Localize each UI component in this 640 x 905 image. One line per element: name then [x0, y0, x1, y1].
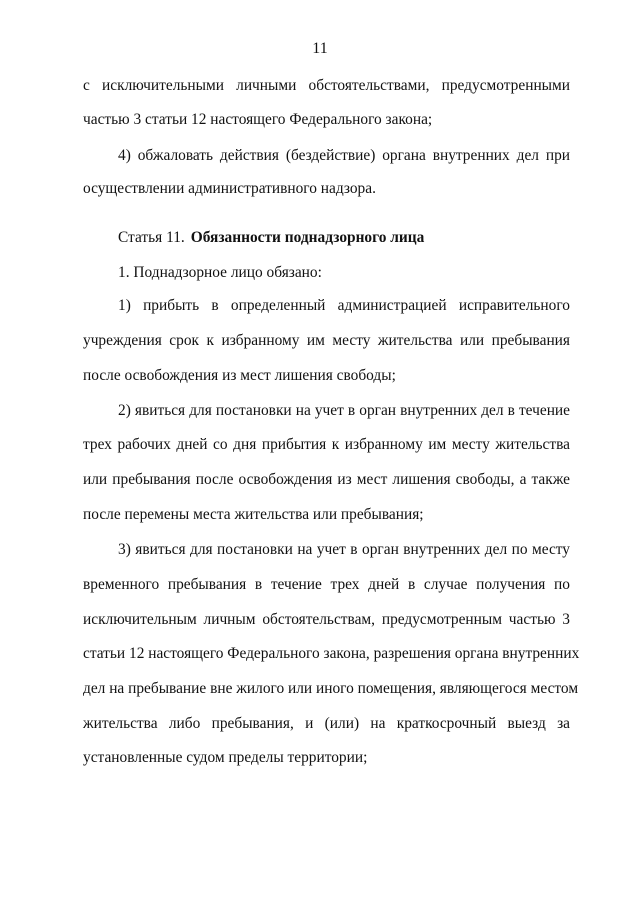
item4-line-1: 4) обжаловать действия (бездействие) органа внутренних дел при: [118, 147, 570, 164]
article-title: Обязанности поднадзорного лица: [190, 229, 425, 246]
subitem3-line-7: установленные судом пределы территории;: [83, 749, 368, 766]
subitem3-line-4: статьи 12 настоящего Федерального закона, разрешения органа внутренних: [83, 645, 580, 662]
subitem2-line-3: или пребывания после освобождения из мест лишения свободы, а также: [83, 471, 570, 488]
subitem2-line-4: после перемены места жительства или пребывания;: [83, 506, 424, 523]
article-label: Статья 11.: [118, 229, 185, 246]
subitem3-line-5: дел на пребывание вне жилого или иного помещения, являющегося местом: [83, 680, 579, 697]
subitem2-line-2: трех рабочих дней со дня прибытия к избранному им месту жительства: [83, 436, 570, 453]
subitem1-line-1: 1) прибыть в определенный администрацией исправительного: [118, 297, 570, 314]
subitem1-line-2: учреждения срок к избранному им месту жительства или пребывания: [83, 332, 570, 349]
page-number: 11: [312, 40, 328, 57]
subitem1-line-3: после освобождения из мест лишения свободы;: [83, 367, 396, 384]
subitem3-line-1: 3) явиться для постановки на учет в орган внутренних дел по месту: [118, 541, 570, 558]
subitem3-line-2: временного пребывания в течение трех дней в случае получения по: [83, 576, 570, 593]
part1-intro: 1. Поднадзорное лицо обязано:: [118, 264, 322, 281]
subitem2-line-1: 2) явиться для постановки на учет в орган внутренних дел в течение: [118, 402, 570, 419]
article-heading: [118, 228, 424, 248]
item4-line-2: осуществлении административного надзора.: [83, 180, 376, 197]
subitem3-line-3: исключительным личным обстоятельствам, предусмотренным частью 3: [83, 611, 570, 628]
subitem3-line-6: жительства либо пребывания, и (или) на краткосрочный выезд за: [83, 715, 570, 732]
continuation-line-2: частью 3 статьи 12 настоящего Федерального закона;: [83, 111, 433, 128]
continuation-line-1: с исключительными личными обстоятельствами, предусмотренными: [83, 77, 570, 94]
